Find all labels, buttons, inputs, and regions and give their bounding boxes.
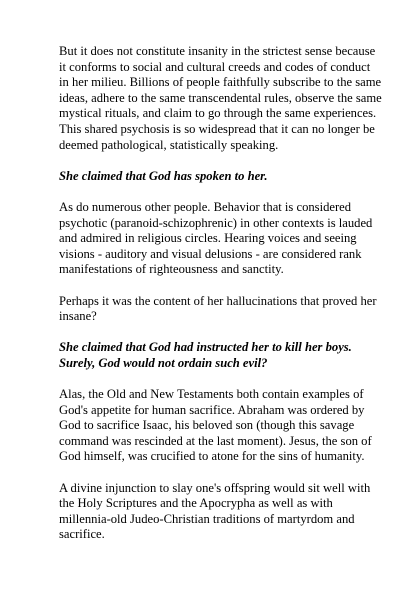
paragraph-milieu: But it does not constitute insanity in the strictest sense because it conforms to social and cultural creeds and codes of conduct in her milieu. Billions of people faithfully subscribe to the same ideas, adhere to the same transcendental rules, observe the same mystical rituals, and claim to go through the same experiences. This shared psychosis is so widespread that it can no longer be deemed pathological, statistically speaking. xyxy=(59,44,382,152)
paragraph-hallucinations: Perhaps it was the content of her hallucinations that proved her insane? xyxy=(59,293,377,324)
paragraph-human-sacrifice: Alas, the Old and New Testaments both contain examples of God's appetite for human sacrifice. Abraham was ordered by God to sacrifice Isaac, his beloved son (though this savage command was rescinded at the last moment). Jesus, the son of God himself, was crucified to atone for the sins of humanity. xyxy=(59,387,372,464)
paragraph-divine-injunction: A divine injunction to slay one's offspring would sit well with the Holy Scriptures and the Apocrypha as well as with millennia-old Judeo-Christian traditions of martyrdom and sacrifice. xyxy=(59,480,371,542)
document-page xyxy=(59,44,383,559)
paragraph-voices-visions: As do numerous other people. Behavior that is considered psychotic (paranoid-schizophrenic) in other contexts is lauded and admired in religious circles. Hearing voices and seeing visions - auditory and visual delusions - are considered rank manifestations of righteousness and sanctity. xyxy=(59,199,373,277)
question-god-spoke: She claimed that God has spoken to her. xyxy=(59,168,268,183)
question-kill-boys: She claimed that God had instructed her to kill her boys. Surely, God would not ordain such evil? xyxy=(59,340,352,370)
